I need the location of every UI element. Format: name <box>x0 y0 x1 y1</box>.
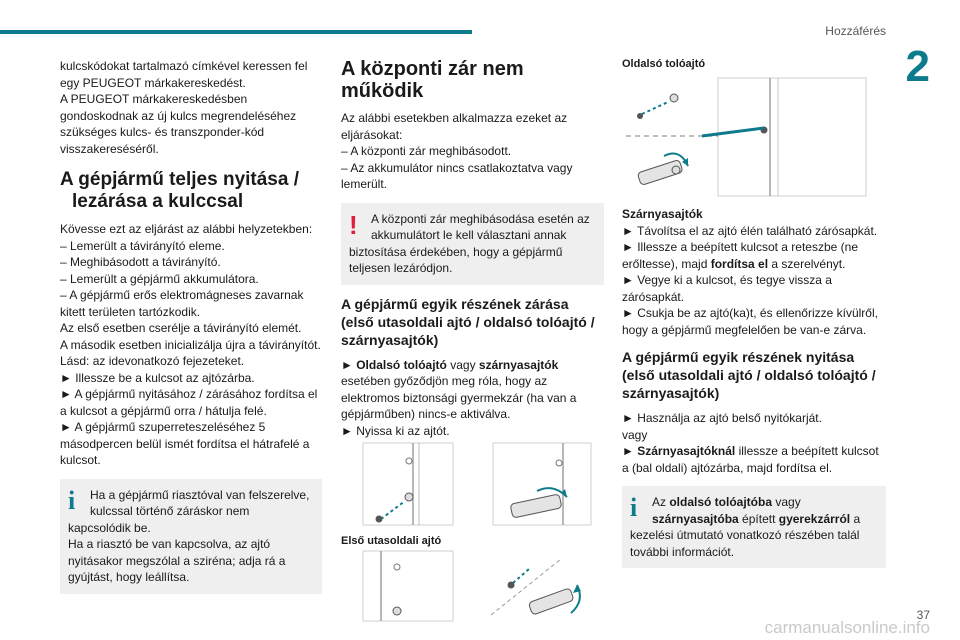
figure-label-sliding-door: Oldalsó tolóajtó <box>622 58 706 70</box>
info-icon: i <box>630 493 638 522</box>
passenger-door-figure <box>341 547 604 623</box>
figure-label-passenger-door: Első utasoldali ajtó <box>341 535 442 547</box>
partial-opening-steps: ► Használja az ajtó belső nyitókarját. vagy ► Szárnyasajtóknál illessze a beépített kulcsot a (bal oldali) ajtózárba, majd fordítsa el. <box>622 411 879 475</box>
info-note-child-lock: i Az oldalsó tolóajtóba vagy szárnyasajtóba épített gyerekzárról a kezelési útmutató vonatkozó részében talál további információt. <box>622 486 886 568</box>
header-accent-bar <box>0 30 472 34</box>
key-locking-body: Kövesse ezt az eljárást az alábbi helyzetekben: – Lemerült a távirányító eleme. – Meghibásodott a távirányító. – Lemerült a gépjármű akkumulátora. – A gépjármű erős elektromágneses zavarnak kitett területen tartózkodik. Az első esetben cserélje a távirányító elemét. A második esetben inicializálja újra a távirányítót. Lásd: az idevonatkozó fejezeteket. ► Illessze be a kulcsot az ajtózárba. ► A gépjármű nyitásához / zárásához fordítsa el a kulcsot a gépjármű orra / hátulja felé. ► A gépjármű szuperreteszeléséhez 5 másodpercen belül ismét fordítsa el hátrafelé a kulcsot. <box>60 222 321 467</box>
column-3 <box>622 58 886 578</box>
info-icon: i <box>68 485 76 515</box>
sliding-door-figure <box>622 70 886 200</box>
warning-note-battery: ! A központi zár meghibásodása esetén az akkumulátort le kell választani annak biztosítása érdekében, hogy a gépjármű teljesen lezáródjon. <box>341 203 604 285</box>
watermark: carmanualsonline.info <box>764 618 930 637</box>
heading-key-locking: A gépjármű teljes nyitása / lezárása a kulccsal <box>60 169 299 212</box>
wing-doors-steps: Szárnyasajtók ► Távolítsa el az ajtó élén található zárósapkát. ► Illessze a beépített kulcsot a reteszbe (ne erőltesse), majd fordítsa el a szerelvényt. ► Vegye ki a kulcsot, és tegye vissza a zárósapkát. ► Csukja be az ajtó(ka)t, és ellenőrizze kívülről, hogy a gépjármű megfelelően be van-e zárva. <box>622 207 878 337</box>
intro-paragraph: kulcskódokat tartalmazó címkével keressen fel egy PEUGEOT márkakereskedést. A PEUGEOT márkakereskedésben gondoskodnak az új kulcs megrendeléséhez szükséges kulcs- és transzponder-kód visszakereséséről. <box>60 59 308 156</box>
column-2 <box>341 58 604 623</box>
heading-central-lock: A központi zár nem működik <box>341 58 524 102</box>
sliding-door-child-lock-figure <box>341 439 604 529</box>
warning-icon: ! <box>349 209 358 240</box>
column-1 <box>60 58 322 604</box>
central-lock-intro: Az alábbi esetekben alkalmazza ezeket az eljárásokat: – A központi zár meghibásodott. – Az akkumulátor nincs csatlakoztatva vagy lemerült. <box>341 111 573 191</box>
page-number: 37 <box>916 608 930 622</box>
heading-partial-opening: A gépjármű egyik részének nyitása (első utasoldali ajtó / oldalsó tolóajtó / szárnyasajtók) <box>622 349 876 401</box>
section-title: Hozzáférés <box>825 24 886 38</box>
info-note-alarm: i Ha a gépjármű riasztóval van felszerelve, kulcssal történő záráskor nem kapcsolódik be. Ha a riasztó be van kapcsolva, az ajtó nyitásakor megszólal a sziréna; adja rá a gyújtást, hogy leállítsa. <box>60 479 322 594</box>
chapter-number: 2 <box>905 42 930 91</box>
heading-partial-locking: A gépjármű egyik részének zárása (első utasoldali ajtó / oldalsó tolóajtó / szárnyasajtók) <box>341 295 595 348</box>
partial-locking-steps: ► Oldalsó tolóajtó vagy szárnyasajtók esetében győződjön meg róla, hogy az elektromos biztonsági gyermekzár (ha van a gépjárműben) nincs-e aktiválva. ► Nyissa ki az ajtót. <box>341 357 577 438</box>
